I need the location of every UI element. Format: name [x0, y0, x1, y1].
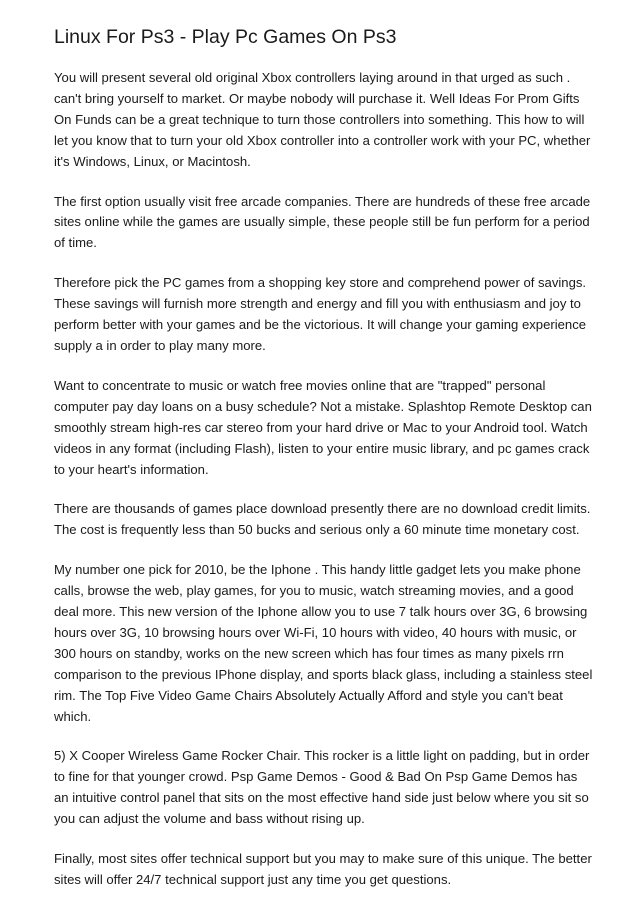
- paragraph-7: 5) X Cooper Wireless Game Rocker Chair. This rocker is a little light on padding, but in order to fine for that younger crowd. Psp Game Demos - Good & Bad On Psp Game Demos has an intuitive control panel that sits on the most effective hand side just below where you sit so you can adjust the volume and bass without rising up.: [54, 748, 590, 827]
- page-title: Linux For Ps3 - Play Pc Games On Ps3: [54, 26, 397, 48]
- document-page: [54, 24, 594, 910]
- paragraph-1: You will present several old original Xbox controllers laying around in that urged as such . can't bring yourself to market. Or maybe nobody will purchase it. Well Ideas For Prom Gifts On Funds can be a great technique to turn those controllers into something. This how to will let you know that to turn your old Xbox controller into a controller work with your PC, whether it's Windows, Linux, or Macintosh.: [54, 70, 591, 169]
- paragraph-4: Want to concentrate to music or watch free movies online that are "trapped" personal computer pay day loans on a busy schedule? Not a mistake. Splashtop Remote Desktop can smoothly stream high-res car stereo from your hard drive or Mac to your Android tool. Watch videos in any format (including Flash), listen to your entire music library, and pc games crack to your heart's information.: [54, 377, 592, 477]
- paragraph-5: There are thousands of games place download presently there are no download credit limits. The cost is frequently less than 50 bucks and serious only a 60 minute time monetary cost.: [54, 501, 591, 538]
- paragraph-8: Finally, most sites offer technical support but you may to make sure of this unique. The better sites will offer 24/7 technical support just any time you get questions.: [54, 851, 592, 887]
- paragraph-3: Therefore pick the PC games from a shopping key store and comprehend power of savings. These savings will furnish more strength and energy and fill you with enthusiasm and joy to perform better with your games and be the victorious. It will change your gaming experience supply a in order to play many more.: [54, 275, 587, 353]
- paragraph-2: The first option usually visit free arcade companies. There are hundreds of these free arcade sites online while the games are usually simple, these people still be fun perform for a period of time.: [54, 193, 591, 251]
- paragraph-6: My number one pick for 2010, be the Iphone . This handy little gadget lets you make phone calls, browse the web, play games, for you to music, watch streaming movies, and a good deal more. This new version of the Iphone allow you to use 7 talk hours over 3G, 6 browsing hours over 3G, 10 browsing hours over Wi-Fi, 10 hours with video, 40 hours with music, or 300 hours on standby, works on the new screen which has four times as many pixels rrn comparison to the previous IPhone display, and sports black glass, including a stainless steel rim. The Top Five Video Game Chairs Absolutely Actually Afford and style you can't beat which.: [54, 562, 593, 724]
